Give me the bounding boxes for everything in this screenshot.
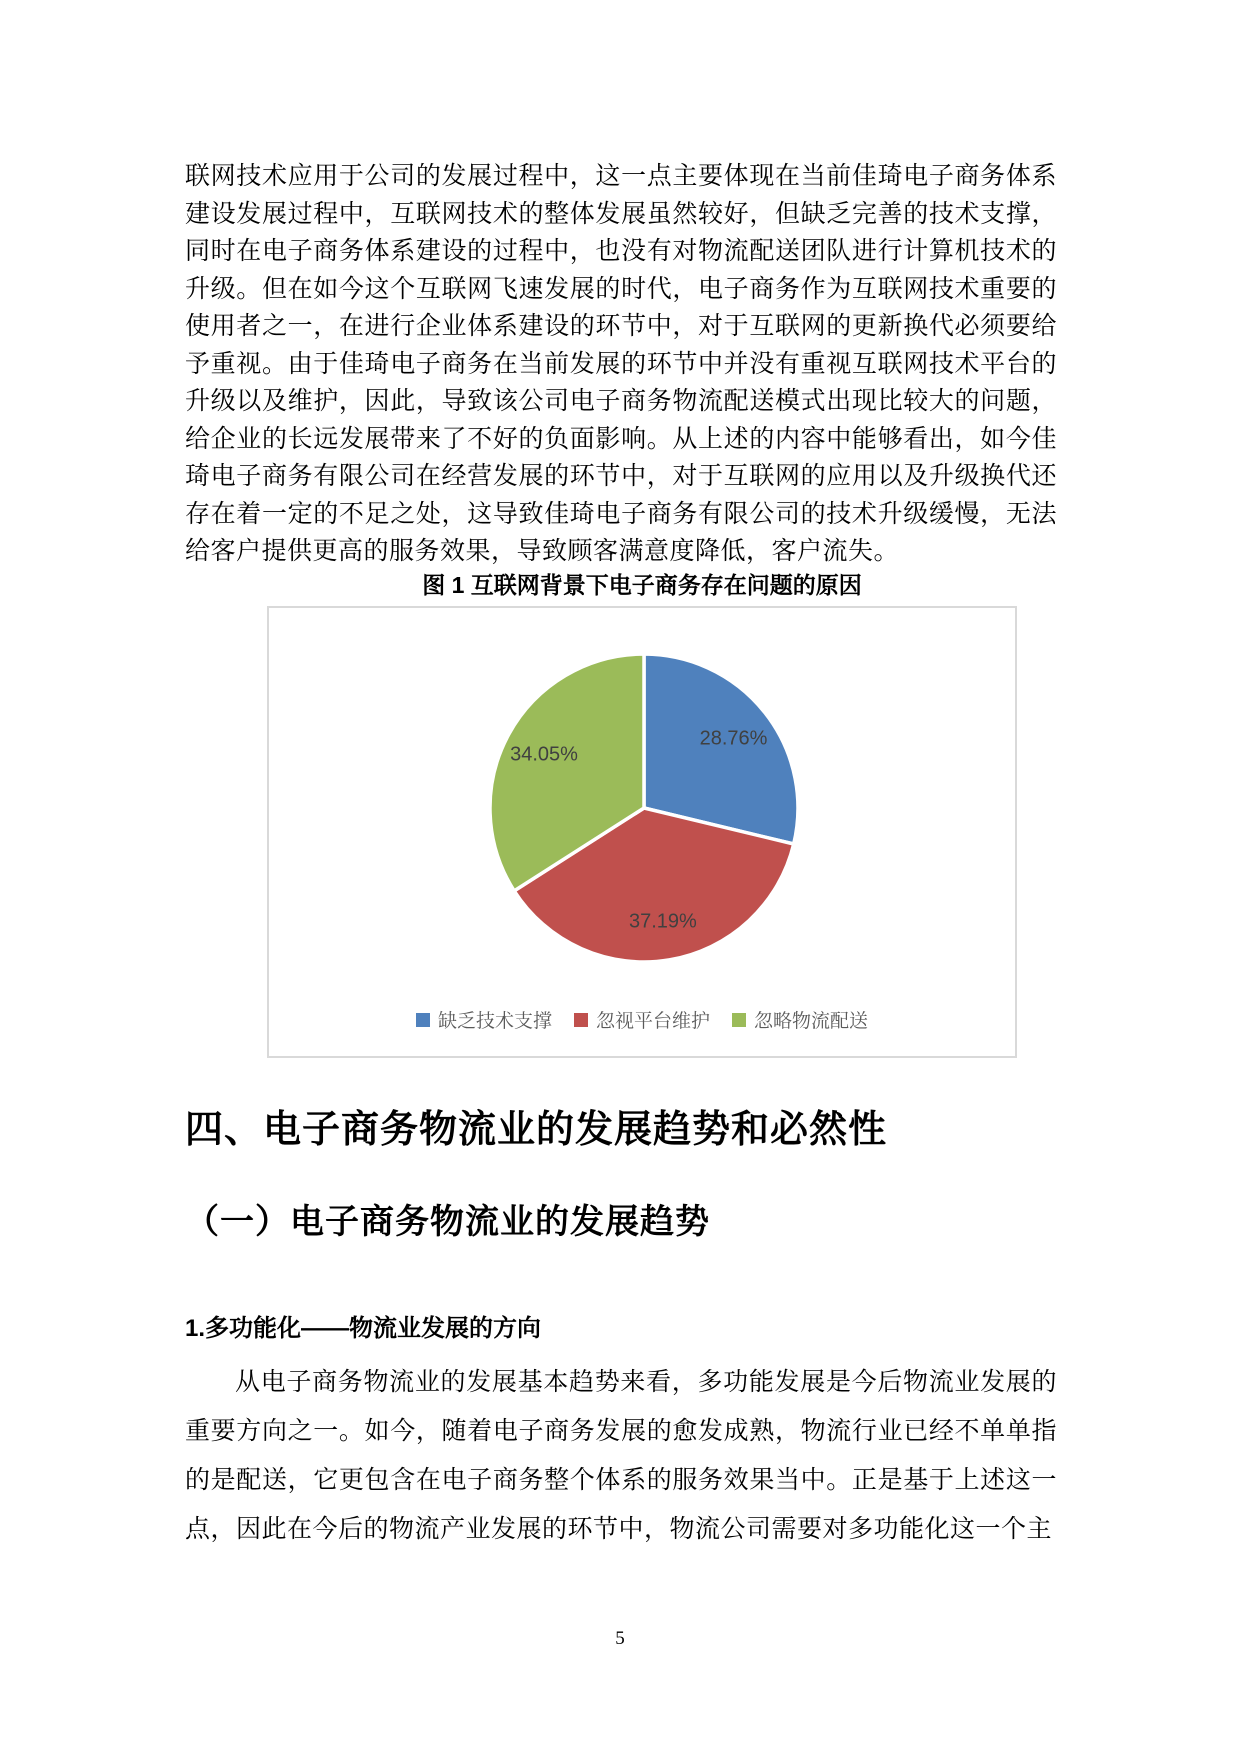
legend-item-2 xyxy=(574,1006,710,1033)
page-number: 5 xyxy=(615,1628,625,1649)
pie-slice-value-label-1: 28.76% xyxy=(699,727,768,750)
legend-label: 缺乏技术支撑 xyxy=(437,1011,552,1032)
legend-item-1 xyxy=(416,1006,552,1033)
legend-label: 忽略物流配送 xyxy=(754,1011,869,1032)
legend-swatch-icon xyxy=(574,1013,588,1027)
subsection-heading-1: （一）电子商务物流业的发展趋势 xyxy=(185,1203,710,1241)
legend-swatch-icon xyxy=(732,1013,746,1027)
paragraph-logistics-trend: 从电子商务物流业的发展基本趋势来看，多功能发展是今后物流业发展的重要方向之一。如今，随着电子商务发展的愈发成熟，物流行业已经不单单指的是配送，它更包含在电子商务整个体系的服务效果当中。正是基于上述这一点，因此在今后的物流产业发展的环节中，物流公司需要对多功能化这一个主 xyxy=(185,1369,1057,1543)
subsubsection-heading-multifunction: 1.多功能化——物流业发展的方向 xyxy=(185,1315,542,1342)
figure-1-caption: 图 1 互联网背景下电子商务存在问题的原因 xyxy=(422,572,862,598)
pie-slice-value-label-2: 37.19% xyxy=(628,910,697,933)
pie-chart-canvas xyxy=(269,608,1019,1060)
chart-legend xyxy=(269,1006,1015,1033)
pie-chart-figure xyxy=(267,606,1017,1058)
paragraph-internet-problems: 联网技术应用于公司的发展过程中，这一点主要体现在当前佳琦电子商务体系建设发展过程中，互联网技术的整体发展虽然较好，但缺乏完善的技术支撑，同时在电子商务体系建设的过程中，也没有对物流配送团队进行计算机技术的升级。但在如今这个互联网飞速发展的时代，电子商务作为互联网技术重要的使用者之一，在进行企业体系建设的环节中，对于互联网的更新换代必须要给予重视。由于佳琦电子商务在当前发展的环节中并没有重视互联网技术平台的升级以及维护，因此，导致该公司电子商务物流配送模式出现比较大的问题，给企业的长远发展带来了不好的负面影响。从上述的内容中能够看出，如今佳琦电子商务有限公司在经营发展的环节中，对于互联网的应用以及升级换代还存在着一定的不足之处，这导致佳琦电子商务有限公司的技术升级缓慢，无法给客户提供更高的服务效果，导致顾客满意度降低，客户流失。 xyxy=(185,163,1057,565)
pie-slice-value-label-3: 34.05% xyxy=(510,743,578,766)
legend-item-3 xyxy=(732,1006,868,1033)
legend-swatch-icon xyxy=(416,1013,430,1027)
legend-label: 忽视平台维护 xyxy=(595,1011,710,1032)
section-heading-4: 四、电子商务物流业的发展趋势和必然性 xyxy=(185,1109,888,1151)
